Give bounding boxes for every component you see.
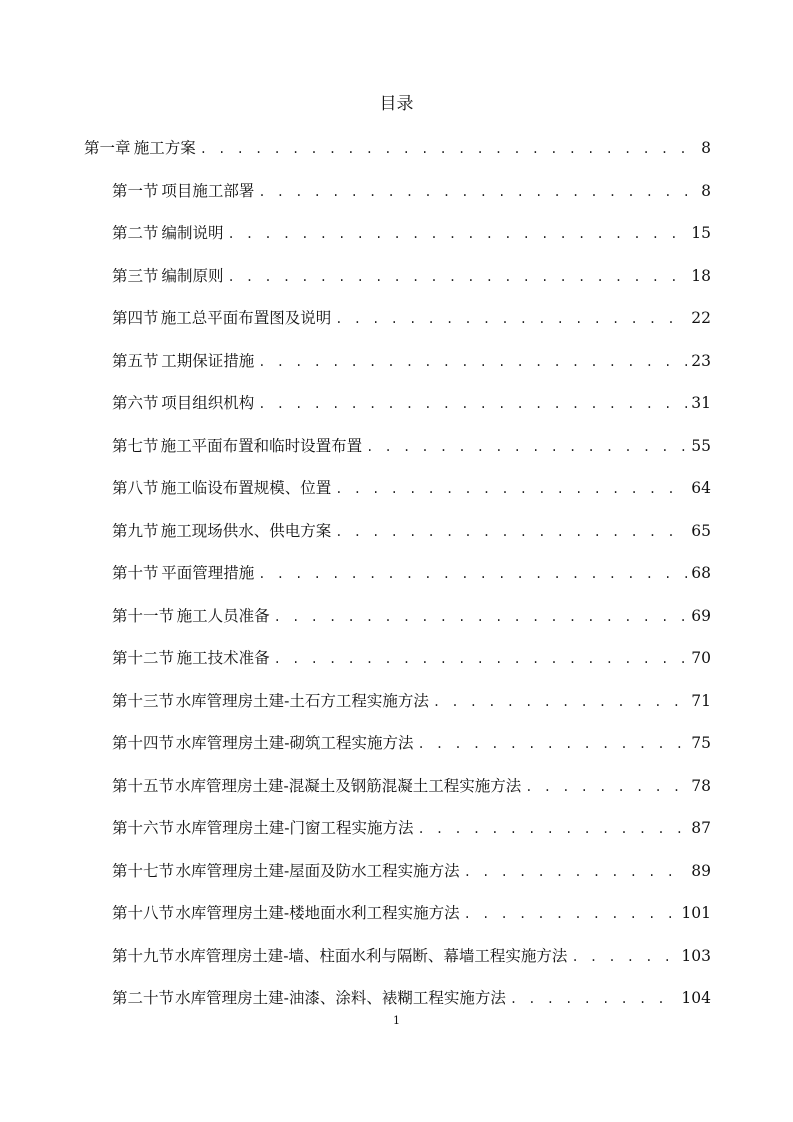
- toc-entry-page: 15: [691, 224, 711, 242]
- toc-entry-page: 22: [691, 309, 711, 327]
- toc-entry-number: 第十节: [112, 564, 159, 582]
- toc-entry[interactable]: [84, 944, 711, 987]
- dot-leader: [417, 732, 687, 756]
- toc-entry-page: 64: [691, 479, 711, 497]
- toc-entry-number: 第九节: [112, 521, 159, 540]
- dot-leader: [464, 860, 688, 884]
- toc-entry[interactable]: [84, 221, 711, 264]
- toc-entry-number: 第十四节: [112, 734, 175, 752]
- toc-entry-title: 水库管理房土建-土石方工程实施方法: [175, 691, 429, 710]
- toc-entry-number: 第十二节: [112, 649, 175, 667]
- toc-entry-title: 项目施工部署: [161, 181, 255, 200]
- toc-entry[interactable]: [84, 136, 711, 179]
- toc-entry-number: 第一节: [112, 181, 159, 200]
- toc-entry-page: 31: [691, 394, 711, 412]
- toc-entry-title: 施工平面布置和临时设置布置: [160, 436, 363, 455]
- toc-entry-page: 103: [681, 946, 711, 965]
- dot-leader: [510, 987, 678, 1011]
- toc-entry-number: 第七节: [112, 436, 159, 455]
- toc-entry-page: 55: [691, 436, 711, 455]
- dot-leader: [335, 477, 687, 501]
- toc-entry-number: 第一章: [84, 139, 131, 157]
- toc-entry-page: 68: [691, 564, 711, 582]
- toc-entry-title: 水库管理房土建-油漆、涂料、裱糊工程实施方法: [175, 989, 506, 1007]
- toc-entry-title: 工期保证措施: [161, 351, 255, 370]
- toc-entry[interactable]: [84, 901, 711, 944]
- toc-entry-title: 水库管理房土建-混凝土及钢筋混凝土工程实施方法: [175, 776, 522, 795]
- page-number: 1: [393, 1014, 400, 1027]
- toc-entry-number: 第十一节: [112, 606, 175, 625]
- toc-entry-page: 8: [701, 181, 711, 200]
- toc-entry[interactable]: [84, 816, 711, 859]
- toc-entry-page: 87: [691, 819, 711, 837]
- toc-entry-page: 104: [681, 989, 711, 1007]
- toc-entry[interactable]: [84, 434, 711, 477]
- dot-leader: [464, 902, 678, 926]
- toc-entry-number: 第十三节: [112, 691, 175, 710]
- toc-entry-page: 78: [691, 776, 711, 795]
- dot-leader: [258, 562, 687, 586]
- toc-entry-page: 89: [691, 861, 711, 880]
- toc-entry[interactable]: [84, 349, 711, 392]
- toc-entry-title: 平面管理措施: [161, 564, 255, 582]
- toc-entry-title: 施工人员准备: [176, 606, 270, 625]
- dot-leader: [417, 817, 687, 841]
- toc-entry[interactable]: [84, 391, 711, 434]
- dot-leader: [258, 392, 687, 416]
- toc-entry[interactable]: [84, 731, 711, 774]
- toc-entry-title: 编制说明: [161, 224, 224, 242]
- toc-entry-title: 水库管理房土建-砌筑工程实施方法: [175, 734, 414, 752]
- toc-entry-number: 第十六节: [112, 819, 175, 837]
- toc-entry-number: 第二节: [112, 224, 159, 242]
- dot-leader: [366, 435, 687, 459]
- toc-entry-title: 施工临设布置规模、位置: [160, 479, 332, 497]
- toc-entry-number: 第三节: [112, 266, 159, 285]
- toc-entry-number: 第十九节: [112, 946, 175, 965]
- toc-entry-title: 施工现场供水、供电方案: [160, 521, 332, 540]
- toc-entry-number: 第二十节: [112, 989, 175, 1007]
- toc-entry-page: 70: [691, 649, 711, 667]
- dot-leader: [227, 265, 687, 289]
- dot-leader: [433, 690, 687, 714]
- toc-entry[interactable]: [84, 604, 711, 647]
- toc-entry-title: 水库管理房土建-墙、柱面水利与隔断、幕墙工程实施方法: [174, 946, 568, 965]
- toc-entry-page: 75: [691, 734, 711, 752]
- toc-entry[interactable]: [84, 179, 711, 222]
- toc-entry-title: 施工技术准备: [176, 649, 270, 667]
- toc-entry[interactable]: [84, 561, 711, 604]
- toc-entry-page: 8: [701, 139, 711, 157]
- dot-leader: [258, 180, 697, 204]
- toc-list: [84, 136, 711, 1029]
- toc-entry[interactable]: [84, 774, 711, 817]
- toc-entry-title: 水库管理房土建-屋面及防水工程实施方法: [175, 861, 460, 880]
- toc-entry-page: 71: [691, 691, 711, 710]
- toc-entry[interactable]: [84, 859, 711, 902]
- toc-entry-number: 第六节: [112, 394, 159, 412]
- toc-title: 目录: [379, 94, 414, 114]
- toc-entry-number: 第八节: [112, 479, 159, 497]
- toc-entry-number: 第四节: [112, 309, 159, 327]
- dot-leader: [200, 137, 697, 161]
- dot-leader: [335, 520, 687, 544]
- toc-entry-number: 第十五节: [112, 776, 175, 795]
- toc-entry[interactable]: [84, 519, 711, 562]
- toc-entry-page: 65: [691, 521, 711, 540]
- toc-entry-title: 施工总平面布置图及说明: [160, 309, 332, 327]
- toc-entry-title: 水库管理房土建-楼地面水利工程实施方法: [175, 904, 460, 922]
- toc-entry[interactable]: [84, 476, 711, 519]
- toc-entry-page: 23: [691, 351, 711, 370]
- toc-entry-page: 69: [691, 606, 711, 625]
- toc-entry-title: 项目组织机构: [161, 394, 255, 412]
- toc-entry-number: 第十七节: [112, 861, 175, 880]
- toc-entry-page: 101: [681, 904, 711, 922]
- toc-entry[interactable]: [84, 646, 711, 689]
- dot-leader: [525, 775, 687, 799]
- toc-entry-title: 施工方案: [133, 139, 196, 157]
- toc-entry-title: 水库管理房土建-门窗工程实施方法: [175, 819, 414, 837]
- toc-entry-page: 18: [691, 266, 711, 285]
- toc-entry[interactable]: [84, 306, 711, 349]
- dot-leader: [571, 945, 677, 969]
- dot-leader: [335, 307, 687, 331]
- toc-entry[interactable]: [84, 264, 711, 307]
- toc-entry-number: 第十八节: [112, 904, 175, 922]
- dot-leader: [227, 222, 687, 246]
- dot-leader: [274, 605, 688, 629]
- toc-entry[interactable]: [84, 689, 711, 732]
- toc-entry-number: 第五节: [112, 351, 159, 370]
- dot-leader: [274, 647, 688, 671]
- dot-leader: [258, 350, 687, 374]
- toc-entry-title: 编制原则: [161, 266, 224, 285]
